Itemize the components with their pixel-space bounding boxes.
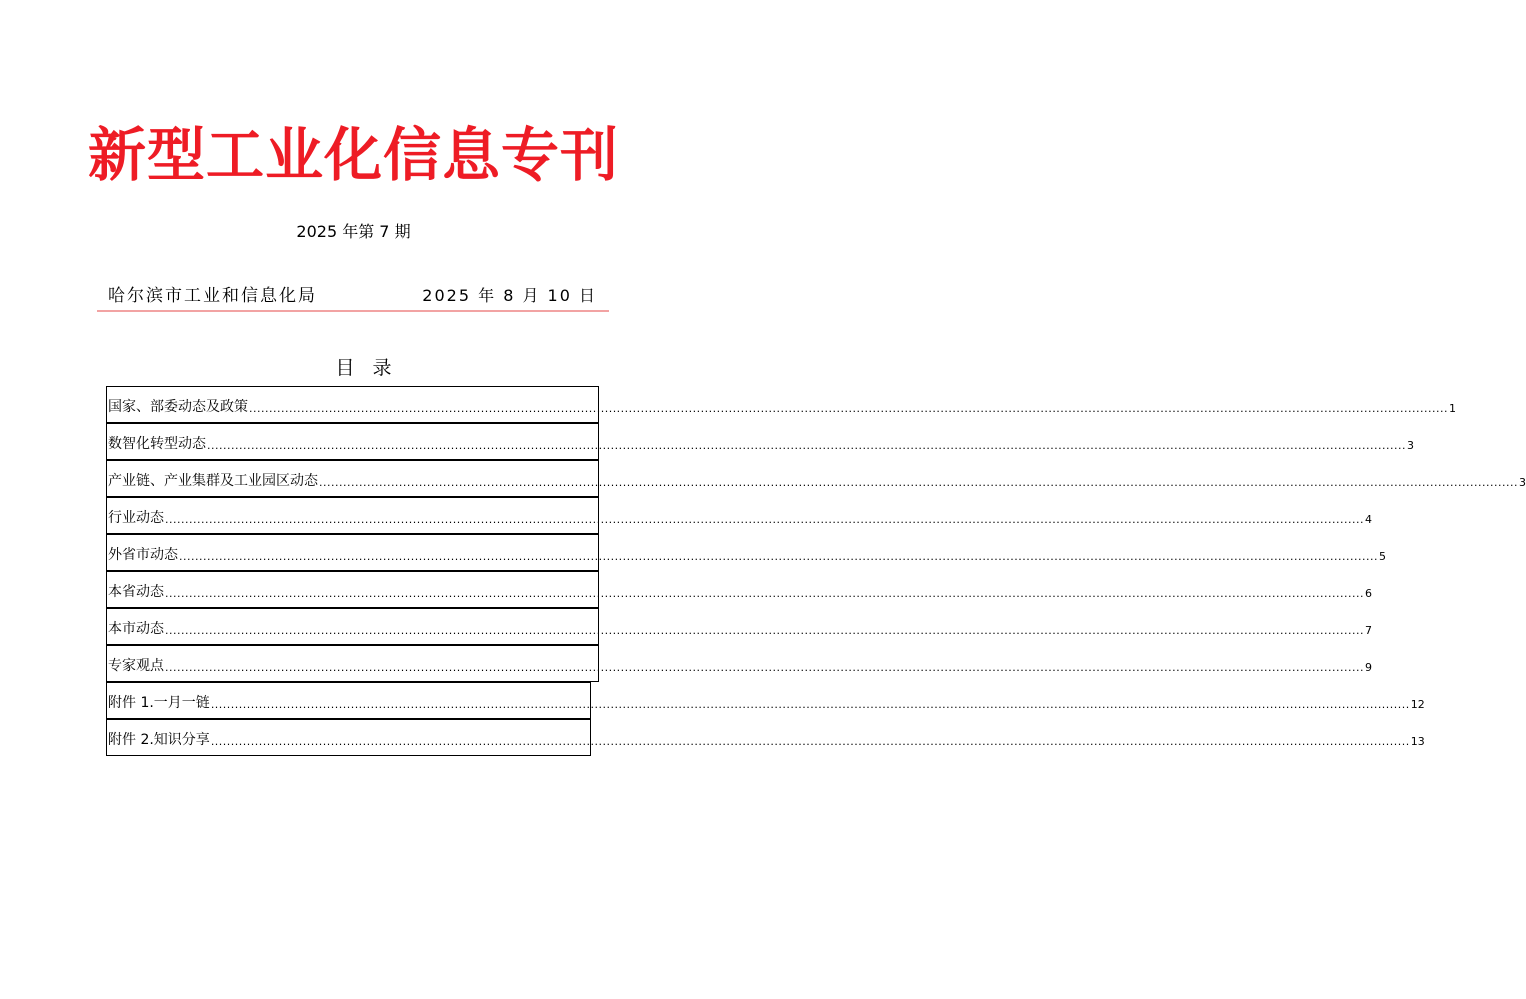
toc-entry[interactable] bbox=[106, 719, 1425, 756]
toc-entry-page: 3 bbox=[1406, 439, 1414, 452]
toc-entry-label: 外省市动态 bbox=[108, 547, 178, 563]
toc-entry-label: 国家、部委动态及政策 bbox=[108, 399, 248, 415]
toc-entry[interactable] bbox=[106, 386, 1456, 423]
toc-title: 目 录 bbox=[335, 357, 398, 379]
toc-entry-page: 7 bbox=[1364, 624, 1372, 637]
toc-entry-label: 专家观点 bbox=[108, 658, 164, 674]
dot-leader: ............................................................................................................................................................................................................................................................................................................ bbox=[210, 735, 1410, 748]
toc-entry[interactable] bbox=[106, 571, 1372, 608]
masthead-title: 新型工业化信息专刊 bbox=[87, 121, 619, 189]
toc-entry-page: 12 bbox=[1410, 698, 1425, 711]
issue-number: 2025 年第 7 期 bbox=[296, 222, 411, 241]
toc-entry-label: 数智化转型动态 bbox=[108, 436, 206, 452]
toc-entry[interactable] bbox=[106, 682, 1425, 719]
toc-entry-page: 4 bbox=[1364, 513, 1372, 526]
header-divider bbox=[97, 310, 609, 312]
toc-entry-label: 本省动态 bbox=[108, 584, 164, 600]
toc-entry[interactable] bbox=[106, 423, 1414, 460]
toc-entry-page: 5 bbox=[1378, 550, 1386, 563]
toc-entry-page: 1 bbox=[1448, 402, 1456, 415]
toc-entry-label: 附件 2.知识分享 bbox=[108, 732, 210, 748]
toc-entry-page: 3 bbox=[1518, 476, 1526, 489]
dot-leader: ............................................................................................................................................................................................................................................................................................................ bbox=[207, 439, 1406, 452]
dot-leader: ............................................................................................................................................................................................................................................................................................................ bbox=[210, 698, 1410, 711]
toc-entry[interactable] bbox=[106, 534, 1386, 571]
toc-entry-label: 本市动态 bbox=[108, 621, 164, 637]
toc-entry-page: 9 bbox=[1364, 661, 1372, 674]
dot-leader: ............................................................................................................................................................................................................................................................................................................ bbox=[165, 661, 1364, 674]
dot-leader: ............................................................................................................................................................................................................................................................................................................ bbox=[319, 476, 1518, 489]
toc-entry[interactable] bbox=[106, 497, 1372, 534]
toc-entry[interactable] bbox=[106, 608, 1372, 645]
dot-leader: ............................................................................................................................................................................................................................................................................................................ bbox=[165, 587, 1364, 600]
toc-entry-page: 13 bbox=[1410, 735, 1425, 748]
publication-date: 2025 年 8 月 10 日 bbox=[422, 286, 597, 305]
toc-entry-page: 6 bbox=[1364, 587, 1372, 600]
toc-entry-label: 行业动态 bbox=[108, 510, 164, 526]
dot-leader: ............................................................................................................................................................................................................................................................................................................ bbox=[165, 513, 1364, 526]
publisher: 哈尔滨市工业和信息化局 bbox=[108, 286, 317, 306]
toc-entry-label: 附件 1.一月一链 bbox=[108, 695, 210, 711]
dot-leader: ............................................................................................................................................................................................................................................................................................................ bbox=[165, 624, 1364, 637]
toc-entry[interactable] bbox=[106, 460, 1526, 497]
toc-entry[interactable] bbox=[106, 645, 1372, 682]
dot-leader: ............................................................................................................................................................................................................................................................................................................ bbox=[249, 402, 1448, 415]
toc-entry-label: 产业链、产业集群及工业园区动态 bbox=[108, 473, 318, 489]
dot-leader: ............................................................................................................................................................................................................................................................................................................ bbox=[179, 550, 1378, 563]
